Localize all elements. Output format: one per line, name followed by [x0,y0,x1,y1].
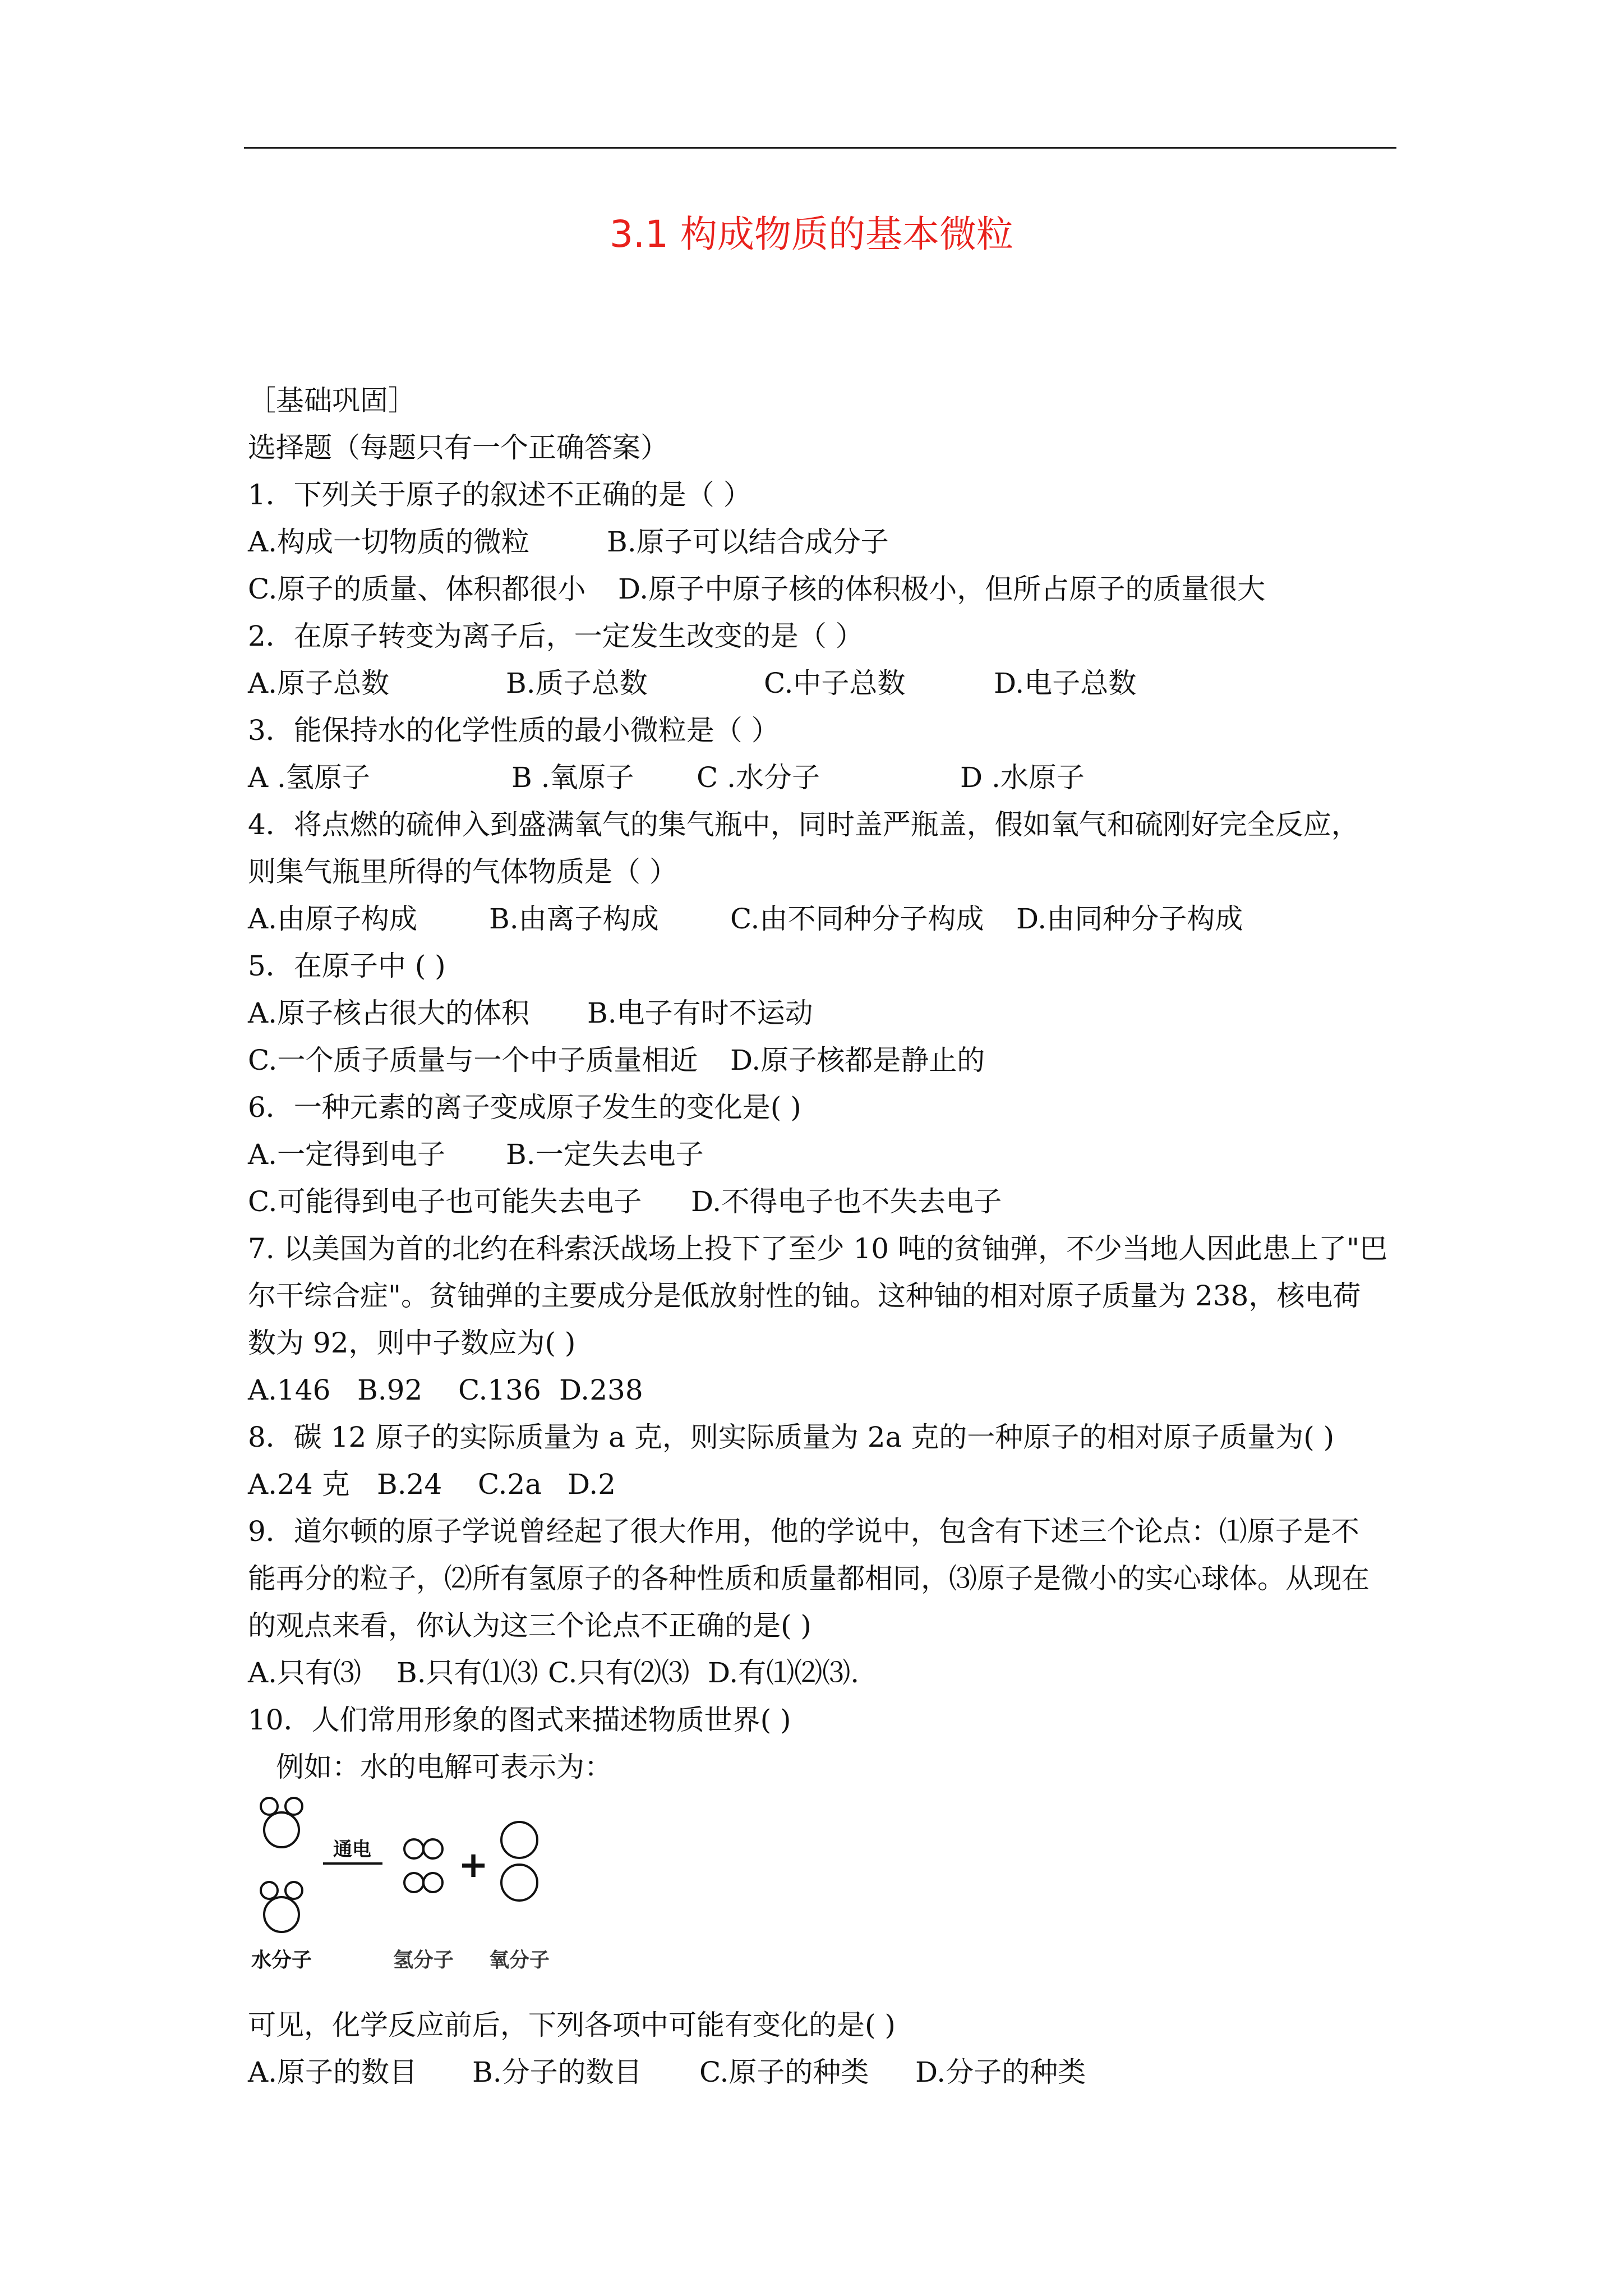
hydrogen-molecule-2-atom-right [423,1873,442,1892]
option-a: A.原子的数目 [248,2056,418,2088]
option-d: D .水原子 [960,761,1085,794]
water-molecule-1-hydrogen-atom-left [261,1798,278,1815]
hydrogen-molecule-1-atom-left [404,1839,423,1858]
option-a: A.构成一切物质的微粒 [248,526,530,558]
option-d: D.有⑴⑵⑶. [708,1657,860,1689]
oxygen-molecule-label: 氧分子 [488,1949,550,1972]
option-d: D.2 [568,1468,616,1501]
question-9-options [248,1649,1398,1696]
electrolysis-diagram [251,1795,588,1975]
water-molecule-1-oxygen-atom [264,1812,299,1847]
question-5-options-row-1 [248,990,1398,1037]
document-body [248,377,1398,1791]
question-5-stem: 5．在原子中 ( ) [248,950,446,982]
option-a: A.一定得到电子 [248,1138,446,1171]
question-8-stem: 8．碳 12 原子的实际质量为 a 克，则实际质量为 2a 克的一种原子的相对原子质量为( ) [248,1421,1335,1453]
oxygen-molecule-atom-bottom [501,1865,537,1901]
option-c: C.136 [458,1374,541,1406]
option-d: D.分子的种类 [915,2056,1086,2088]
question-9-stem-line-2: 能再分的粒子，⑵所有氢原子的各种性质和质量都相同，⑶原子是微小的实心球体。从现在 [248,1562,1370,1595]
option-c: C.原子的种类 [699,2056,869,2088]
option-d: D.原子核都是静止的 [730,1044,985,1076]
option-b: B.分子的数目 [472,2056,642,2088]
option-b: B.原子可以结合成分子 [607,526,889,558]
option-a: A.原子核占很大的体积 [248,997,530,1029]
question-9-stem-line-3: 的观点来看，你认为这三个论点不正确的是( ) [248,1609,811,1642]
option-a: A.146 [248,1374,331,1406]
option-a: A .氢原子 [248,761,370,794]
question-6-stem: 6．一种元素的离子变成原子发生的变化是( ) [248,1091,801,1124]
option-c: C.一个质子质量与一个中子质量相近 [248,1044,698,1076]
condition-label: 通电 [333,1838,371,1861]
question-4-stem-line-1: 4．将点燃的硫伸入到盛满氧气的集气瓶中，同时盖严瓶盖，假如氧气和硫刚好完全反应， [248,808,1359,841]
option-d: D.电子总数 [994,667,1137,700]
option-c: C.中子总数 [764,667,906,700]
option-b: B.一定失去电子 [506,1138,704,1171]
option-b: B.质子总数 [506,667,648,700]
hydrogen-molecule-2-atom-left [404,1873,423,1892]
option-d: D.不得电子也不失去电子 [691,1185,1002,1218]
question-7-stem-line-3: 数为 92，则中子数应为( ) [248,1327,576,1359]
question-7-options [248,1366,1398,1414]
option-c: C.由不同种分子构成 [730,903,984,935]
option-c: C.可能得到电子也可能失去电子 [248,1185,642,1218]
option-b: B.电子有时不运动 [587,997,813,1029]
question-1-options-row-2 [248,565,1398,613]
question-10-example: 例如：水的电解可表示为： [248,1751,612,1783]
option-c: C.只有⑵⑶ [548,1657,690,1689]
question-4-options [248,895,1398,942]
question-3-options [248,754,1398,801]
option-d: D.238 [559,1374,643,1406]
water-molecule-2-hydrogen-atom-right [285,1882,302,1899]
option-c: C.原子的质量、体积都很小 [248,573,586,605]
question-1-stem: 1．下列关于原子的叙述不正确的是（ ） [248,478,751,511]
water-molecule-label: 水分子 [251,1949,312,1972]
option-b: B.24 [377,1468,442,1501]
option-a: A.24 克 [248,1468,350,1501]
water-molecule-1-hydrogen-atom-right [285,1798,302,1815]
section-heading: ［基础巩固］ [248,384,416,417]
option-d: D.原子中原子核的体积极小，但所占原子的质量很大 [618,573,1266,605]
option-a: A.由原子构成 [248,903,418,935]
oxygen-molecule-atom-top [501,1822,537,1858]
option-b: B.只有⑴⑶ [396,1657,538,1689]
question-7-stem-line-1: 7. 以美国为首的北约在科索沃战场上投下了至少 10 吨的贫铀弹，不少当地人因此患上了"巴 [248,1232,1388,1265]
question-2-options [248,660,1398,707]
hydrogen-molecule-label: 氢分子 [393,1949,454,1972]
question-6-options-row-1 [248,1131,1398,1178]
option-c: C .水分子 [697,761,820,794]
option-b: B.92 [357,1374,423,1406]
question-10-followup-stem: 可见，化学反应前后，下列各项中可能有变化的是( ) [248,2009,896,2041]
option-c: C.2a [478,1468,542,1501]
option-b: B .氧原子 [511,761,634,794]
question-4-stem-line-2: 则集气瓶里所得的气体物质是（ ） [248,855,677,888]
question-3-stem: 3．能保持水的化学性质的最小微粒是（ ） [248,714,780,747]
option-b: B.由离子构成 [489,903,659,935]
question-5-options-row-2 [248,1037,1398,1084]
option-d: D.由同种分子构成 [1016,903,1243,935]
question-2-stem: 2．在原子转变为离子后，一定发生改变的是（ ） [248,620,864,652]
instruction: 选择题（每题只有一个正确答案） [248,431,668,464]
header-rule [244,147,1396,149]
question-8-options [248,1461,1398,1508]
water-molecule-2-hydrogen-atom-left [261,1882,278,1899]
question-10-stem: 10．人们常用形象的图式来描述物质世界( ) [248,1704,791,1736]
question-9-stem-line-1: 9．道尔顿的原子学说曾经起了很大作用，他的学说中，包含有下述三个论点：⑴原子是不 [248,1515,1359,1548]
water-molecule-2-oxygen-atom [264,1897,299,1932]
page-title: 3.1 构成物质的基本微粒 [610,213,1013,256]
plus-sign: + [458,1844,488,1886]
option-a: A.原子总数 [248,667,390,700]
question-6-options-row-2 [248,1178,1398,1225]
option-a: A.只有⑶ [248,1657,362,1689]
hydrogen-molecule-1-atom-right [423,1839,442,1858]
question-10-continuation [248,2001,1398,2096]
question-10-options [248,2049,1398,2096]
question-7-stem-line-2: 尔干综合症"。贫铀弹的主要成分是低放射性的铀。这种铀的相对原子质量为 238，核电荷 [248,1280,1361,1312]
question-1-options-row-1 [248,518,1398,565]
